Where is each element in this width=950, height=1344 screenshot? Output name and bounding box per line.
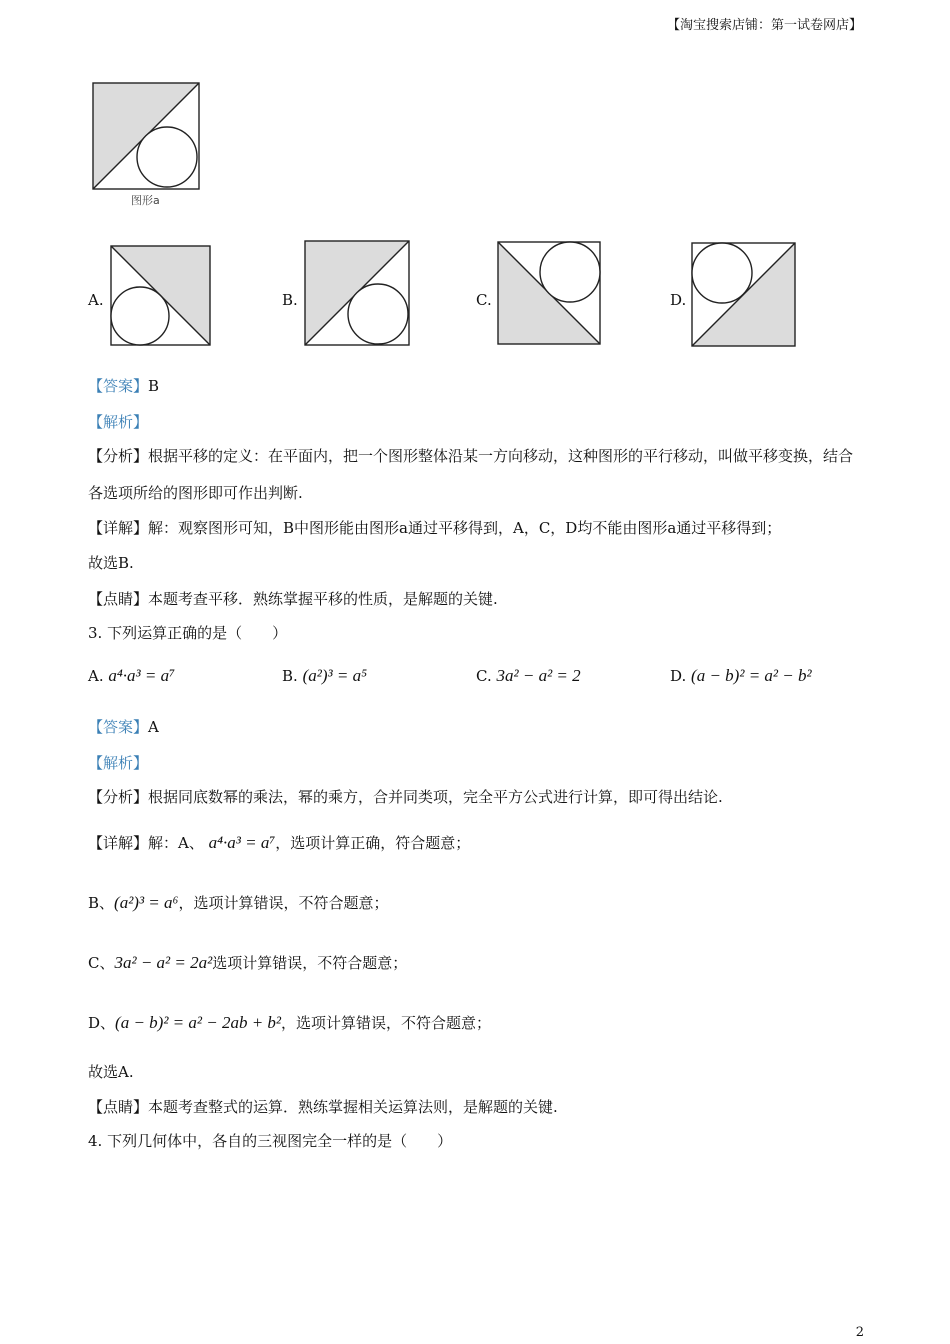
q2-fenxi: [88, 438, 868, 512]
dianjing-text: 本题考查整式的运算．熟练掌握相关运算法则，是解题的关键.: [148, 1098, 558, 1116]
answer-tag: 【答案】: [88, 718, 149, 736]
q4-stem: 4. 下列几何体中，各自的三视图完全一样的是（ ）: [88, 1132, 453, 1150]
step-d-prefix: D、: [88, 1014, 116, 1032]
step-b-prefix: B、: [88, 894, 115, 912]
step-b-expr: (a²)³ = a⁶: [114, 893, 179, 912]
q3-dianjing: [88, 1096, 558, 1117]
step-c-suffix: 选项计算错误，不符合题意；: [212, 954, 408, 972]
q3-option-d: [670, 666, 812, 686]
q3-step-d: [88, 1012, 491, 1033]
dianjing-tag: 【点睛】: [88, 1098, 149, 1116]
option-c-figure: [497, 241, 601, 345]
header-note: 【淘宝搜索店铺：第一试卷网店】: [666, 18, 862, 33]
fenxi-tag: 【分析】: [88, 788, 149, 806]
xiangjie-tag: 【详解】: [88, 519, 149, 537]
q3-analysis-tag: 【解析】: [88, 754, 149, 772]
q3-fenxi: [88, 786, 723, 807]
fenxi-text: 根据同底数幂的乘法，幂的乘方，合并同类项，完全平方公式进行计算，即可得出结论.: [148, 788, 723, 806]
q3-option-b-expr: (a²)³ = a⁵: [302, 666, 367, 685]
q3-answer: A: [148, 718, 159, 736]
fenxi-tag: 【分析】: [88, 447, 149, 465]
option-a-label: A.: [88, 291, 104, 309]
xiangjie-tag: 【详解】: [88, 834, 149, 852]
fenxi-text: 根据平移的定义：在平面内，把一个图形整体沿某一方向移动，这种图形的平行移动，叫做平移变换，结合各选项所给的图形即可作出判断.: [88, 447, 854, 502]
q3-option-d-expr: (a − b)² = a² − b²: [691, 666, 812, 685]
page-number: 2: [855, 1325, 864, 1340]
step-d-expr: (a − b)² = a² − 2ab + b²: [115, 1013, 282, 1032]
answer-tag: 【答案】: [88, 377, 149, 395]
dianjing-text: 本题考查平移．熟练掌握平移的性质，是解题的关键.: [148, 590, 498, 608]
q3-step-c: [88, 952, 407, 973]
q3-step-a: [88, 832, 470, 853]
q3-option-d-label: D.: [670, 667, 687, 685]
q3-option-c-label: C.: [476, 667, 492, 685]
option-a-figure: [110, 245, 211, 346]
q3-option-a-expr: a⁴·a³ = a⁷: [108, 666, 176, 685]
q3-step-b: [88, 892, 388, 913]
step-c-expr: 3a² − a² = 2a²: [114, 953, 213, 972]
xiangjie-prefix: 解：A、: [148, 834, 204, 852]
option-c-label: C.: [476, 291, 492, 309]
q2-answer-line: [88, 375, 159, 396]
q2-analysis-tag: 【解析】: [88, 413, 149, 431]
step-a-expr: a⁴·a³ = a⁷: [208, 833, 276, 852]
step-c-prefix: C、: [88, 954, 115, 972]
xiangjie-text: 解：观察图形可知，B中图形能由图形a通过平移得到，A，C，D均不能由图形a通过平移得到；: [148, 519, 782, 537]
figure-a: [92, 82, 200, 190]
option-d-figure: [691, 242, 796, 347]
q3-option-c-expr: 3a² − a² = 2: [496, 666, 581, 685]
option-d-label: D.: [670, 291, 687, 309]
q2-dianjing: [88, 588, 498, 609]
q3-option-b: [282, 666, 367, 686]
q3-option-a-label: A.: [88, 667, 104, 685]
q3-choose: 故选A.: [88, 1063, 134, 1081]
q3-answer-line: [88, 716, 159, 737]
option-b-figure: [304, 240, 410, 346]
dianjing-tag: 【点睛】: [88, 590, 149, 608]
figure-a-caption: 图形a: [131, 194, 160, 207]
step-a-suffix: ，选项计算正确，符合题意；: [275, 834, 471, 852]
q3-option-a: [88, 666, 175, 686]
figure-a-drawing: [92, 82, 200, 190]
q3-stem: 3. 下列运算正确的是（ ）: [88, 624, 288, 642]
q3-option-c: [476, 666, 581, 686]
q2-answer: B: [148, 377, 160, 395]
step-d-suffix: ，选项计算错误，不符合题意；: [281, 1014, 492, 1032]
q2-choose: 故选B.: [88, 554, 134, 572]
step-b-suffix: ，选项计算错误，不符合题意；: [178, 894, 389, 912]
option-b-label: B.: [282, 291, 298, 309]
q3-option-b-label: B.: [282, 667, 298, 685]
q2-xiangjie: [88, 517, 781, 538]
